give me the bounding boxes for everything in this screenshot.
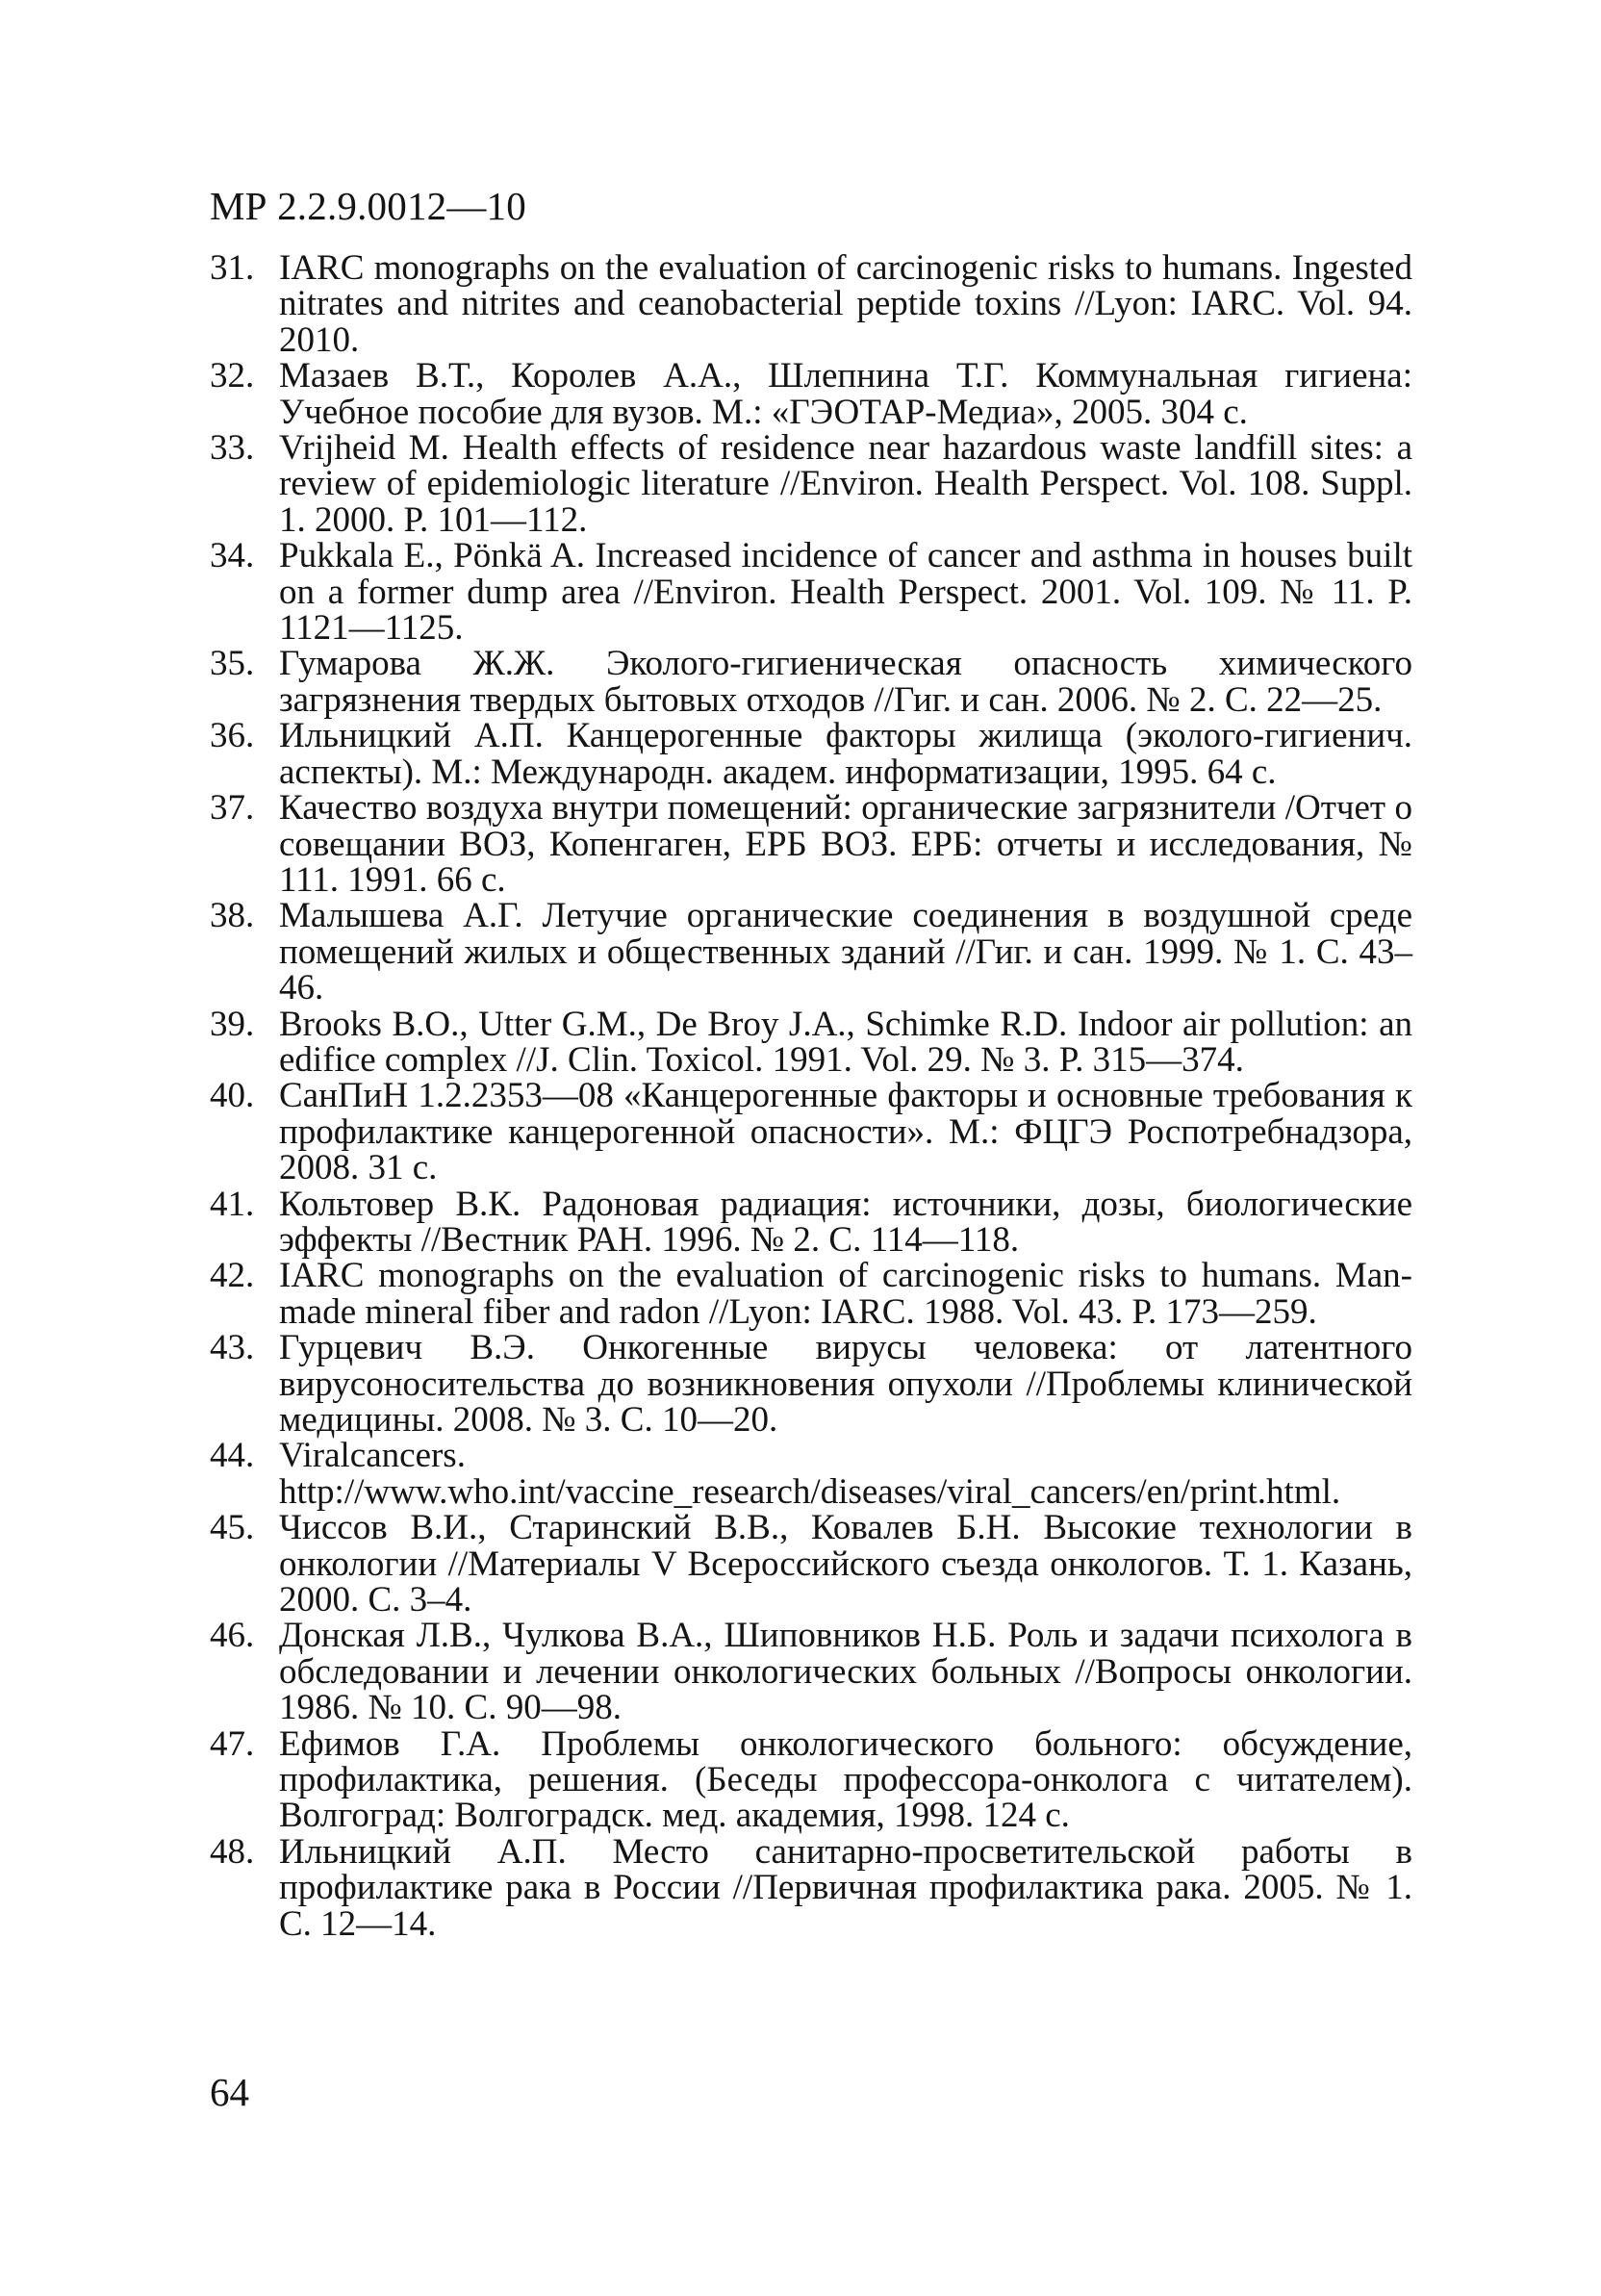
reference-item — [210, 1510, 1412, 1618]
reference-item — [210, 1438, 1412, 1510]
reference-number: 40. — [210, 1076, 255, 1116]
reference-number: 44. — [210, 1436, 255, 1476]
reference-number: 35. — [210, 644, 255, 684]
reference-number: 32. — [210, 356, 255, 396]
reference-number: 37. — [210, 788, 255, 829]
reference-text: IARC monographs on the evaluation of carcinogenic risks to humans. Man-made mineral fiber and radon //Lyon: IARC. 1988. Vol. 43. P. 173—259. — [279, 1256, 1412, 1332]
reference-item — [210, 790, 1412, 898]
reference-text: Pukkala E., Pönkä A. Increased incidence of cancer and asthma in houses built on a former dump area //Environ. Health Perspect. 2001. Vol. 109. № 11. P. 1121—1125. — [279, 536, 1412, 649]
reference-item — [210, 1186, 1412, 1259]
reference-number: 42. — [210, 1256, 255, 1296]
reference-text: Viralcancers. http://www.who.int/vaccine_research/diseases/viral_cancers/en/print.html. — [279, 1436, 1341, 1512]
reference-item — [210, 1078, 1412, 1186]
reference-text: Ефимов Г.А. Проблемы онкологического больного: обсуждение, профилактика, решения. (Беседы профессора-онколога с читателем). Волгоград: Волгоградск. мед. академия, 1998. 124 с. — [279, 1723, 1412, 1836]
reference-text: Качество воздуха внутри помещений: органические загрязнители /Отчет о совещании ВОЗ, Копенгаген, ЕРБ ВОЗ. ЕРБ: отчеты и исследования, № 111. 1991. 66 с. — [279, 788, 1412, 900]
reference-item — [210, 1831, 1412, 1944]
reference-text: IARC monographs on the evaluation of carcinogenic risks to humans. Ingested nitrates and nitrites and ceanobacterial peptide toxins //Lyon: IARC. Vol. 94. 2010. — [279, 248, 1412, 360]
reference-text: Мазаев В.Т., Королев А.А., Шлепнина Т.Г. Коммунальная гигиена: Учебное пособие для вузов. М.: «ГЭОТАР-Медиа», 2005. 304 с. — [279, 356, 1412, 432]
reference-item — [210, 536, 1412, 649]
reference-number: 47. — [210, 1723, 255, 1764]
reference-number: 39. — [210, 1004, 255, 1044]
reference-number: 41. — [210, 1184, 255, 1224]
reference-item — [210, 718, 1412, 790]
reference-item — [210, 1258, 1412, 1330]
reference-number: 45. — [210, 1508, 255, 1548]
reference-item — [210, 1616, 1412, 1728]
reference-item — [210, 1723, 1412, 1836]
reference-text: Brooks B.O., Utter G.M., De Broy J.A., Schimke R.D. Indoor air pollution: an edifice complex //J. Clin. Toxicol. 1991. Vol. 29. № 3. P. 315—374. — [279, 1004, 1412, 1080]
reference-number: 43. — [210, 1328, 255, 1368]
reference-item — [210, 646, 1412, 718]
reference-item — [210, 358, 1412, 430]
reference-list — [210, 250, 1412, 1942]
reference-text: Кольтовер В.К. Радоновая радиация: источники, дозы, биологические эффекты //Вестник РАН. 1996. № 2. С. 114—118. — [279, 1184, 1412, 1260]
reference-number: 31. — [210, 248, 255, 288]
reference-item — [210, 430, 1412, 538]
reference-number: 38. — [210, 896, 255, 936]
reference-text: Гурцевич В.Э. Онкогенные вирусы человека: от латентного вирусоносительства до возникновения опухоли //Проблемы клинической медицины. 2008. № 3. С. 10—20. — [279, 1328, 1412, 1440]
reference-text: Vrijheid M. Health effects of residence near hazardous waste landfill sites: a review of epidemiologic literature //Environ. Health Perspect. Vol. 108. Suppl. 1. 2000. P. 101—112. — [279, 428, 1412, 540]
reference-text: Ильницкий А.П. Канцерогенные факторы жилища (эколого-гигиенич. аспекты). М.: Международн. академ. информатизации, 1995. 64 с. — [279, 716, 1412, 792]
reference-item — [210, 1004, 1412, 1080]
document-code-header: МР 2.2.9.0012—10 — [210, 184, 526, 228]
reference-number: 36. — [210, 716, 255, 756]
reference-item — [210, 898, 1412, 1006]
reference-item — [210, 250, 1412, 358]
reference-item — [210, 1330, 1412, 1438]
reference-number: 34. — [210, 536, 255, 576]
page-number: 64 — [210, 2070, 249, 2114]
reference-number: 46. — [210, 1616, 255, 1656]
reference-number: 48. — [210, 1831, 255, 1872]
reference-number: 33. — [210, 428, 255, 469]
reference-text: Малышева А.Г. Летучие органические соединения в воздушной среде помещений жилых и общественных зданий //Гиг. и сан. 1999. № 1. С. 43–46. — [279, 896, 1412, 1008]
reference-text: Гумарова Ж.Ж. Эколого-гигиеническая опасность химического загрязнения твердых бытовых отходов //Гиг. и сан. 2006. № 2. С. 22—25. — [279, 644, 1412, 720]
reference-text: Донская Л.В., Чулкова В.А., Шиповников Н.Б. Роль и задачи психолога в обследовании и лечении онкологических больных //Вопросы онкологии. 1986. № 10. С. 90—98. — [279, 1616, 1412, 1728]
reference-text: СанПиН 1.2.2353—08 «Канцерогенные факторы и основные требования к профилактике канцерогенной опасности». М.: ФЦГЭ Роспотребнадзора, 2008. 31 с. — [279, 1076, 1412, 1188]
reference-text: Ильницкий А.П. Место санитарно-просветительской работы в профилактике рака в России //Первичная профилактика рака. 2005. № 1. С. 12—14. — [279, 1831, 1412, 1944]
reference-text: Чиссов В.И., Старинский В.В., Ковалев Б.Н. Высокие технологии в онкологии //Материалы V Всероссийского съезда онкологов. Т. 1. Казань, 2000. С. 3–4. — [279, 1508, 1412, 1620]
